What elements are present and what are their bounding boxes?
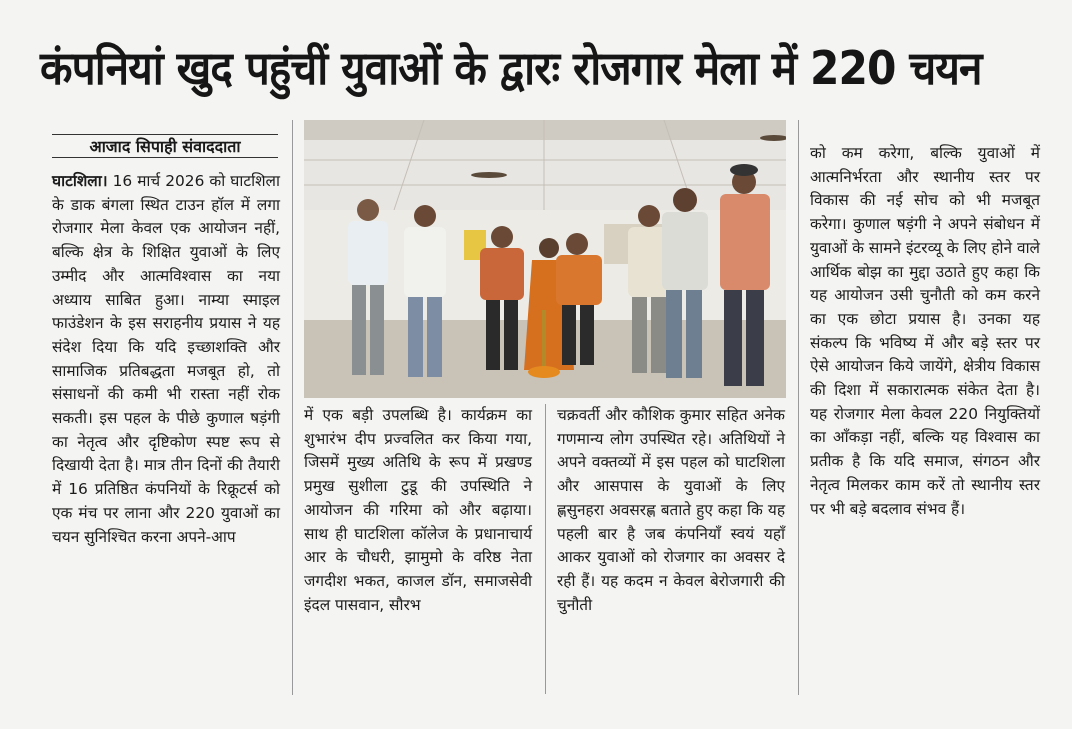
- column-divider: [545, 404, 546, 694]
- previous-article-strip: [0, 0, 1072, 10]
- event-photo: [304, 120, 786, 398]
- column-divider: [292, 120, 293, 695]
- column-1-text: 16 मार्च 2026 को घाटशिला के डाक बंगला स्थित टाउन हॉल में लगा रोजगार मेला केवल एक आयोजन नहीं, बल्कि क्षेत्र के शिक्षित युवाओं के लिए उम्मीद और आत्मविश्वास का नया अध्याय साबित हुआ। नाम्या स्माइल फाउंडेशन के इस सराहनीय प्रयास ने यह संदेश दिया कि यदि इच्छाशक्ति और सामाजिक प्रतिबद्धता मजबूत हो, तो संसाधनों की कमी भी रास्ता नहीं रोक सकती। इस पहल के पीछे कुणाल षड़ंगी का नेतृत्व और दृष्टिकोण स्पष्ट रूप से दिखायी देता है। मात्र तीन दिनों की तैयारी में 16 प्रतिष्ठित कंपनियों के रिक्रूटर्स को एक मंच पर लाना और 220 युवाओं का चयन सुनिश्चित करना अपने-आप: [52, 172, 280, 546]
- page-title: कंपनियां खुद पहुंचीं युवाओं के द्वारः रोजगार मेला में 220 चयन: [40, 41, 982, 95]
- article-column-2: में एक बड़ी उपलब्धि है। कार्यक्रम का शुभारंभ दीप प्रज्वलित कर किया गया, जिसमें मुख्य अतिथि के रूप में प्रखण्ड प्रमुख सुशीला टुडू की उपस्थिति ने आयोजन की गरिमा को और बढ़ाया। साथ ही घाटशिला कॉलेज के प्रधानाचार्य आर के चौधरी, झामुमो के वरिष्ठ नेता जगदीश भकत, काजल डॉन, समाजसेवी इंदल पासवान, सौरभ: [304, 406, 532, 614]
- byline: आजाद सिपाही संवाददाता: [52, 134, 278, 158]
- article-column-3: चक्रवर्ती और कौशिक कुमार सहित अनेक गणमान्य लोग उपस्थित रहे। अतिथियों ने अपने वक्तव्यों में इस पहल को घाटशिला और आसपास के युवाओं के लिए ह्णसुनहरा अवसरह्ण बताते हुए कहा कि यह पहली बार है जब कंपनियाँ स्वयं यहाँ आकर युवाओं को रोजगार का अवसर दे रही हैं। यह कदम न केवल बेरोजगारी की चुनौती: [557, 406, 785, 614]
- column-divider: [798, 120, 799, 695]
- article-column-4: को कम करेगा, बल्कि युवाओं में आत्मनिर्भरता और स्थानीय स्तर पर विकास की नई सोच को भी मजबूत करेगा। कुणाल षड़ंगी ने अपने संबोधन में युवाओं के सामने इंटरव्यू के लिए होने वाले आर्थिक बोझ का मुद्दा उठाते हुए कहा कि यह आयोजन उसी चुनौती को कम करने का एक छोटा प्रयास है। उनका यह संकल्प कि भविष्य में और बड़े स्तर पर ऐसे आयोजन किये जायेंगे, क्षेत्रीय विकास की दिशा में सकारात्मक संकेत देता है। यह रोजगार मेला केवल 220 नियुक्तियों का आँकड़ा नहीं, बल्कि यह विश्वास का प्रतीक है कि यदि समाज, संगठन और नेतृत्व मिलकर काम करें तो स्थानीय स्तर पर भी बड़े बदलाव संभव हैं।: [810, 144, 1040, 518]
- dateline: घाटशिला।: [52, 172, 108, 190]
- article-column-1: [52, 170, 280, 690]
